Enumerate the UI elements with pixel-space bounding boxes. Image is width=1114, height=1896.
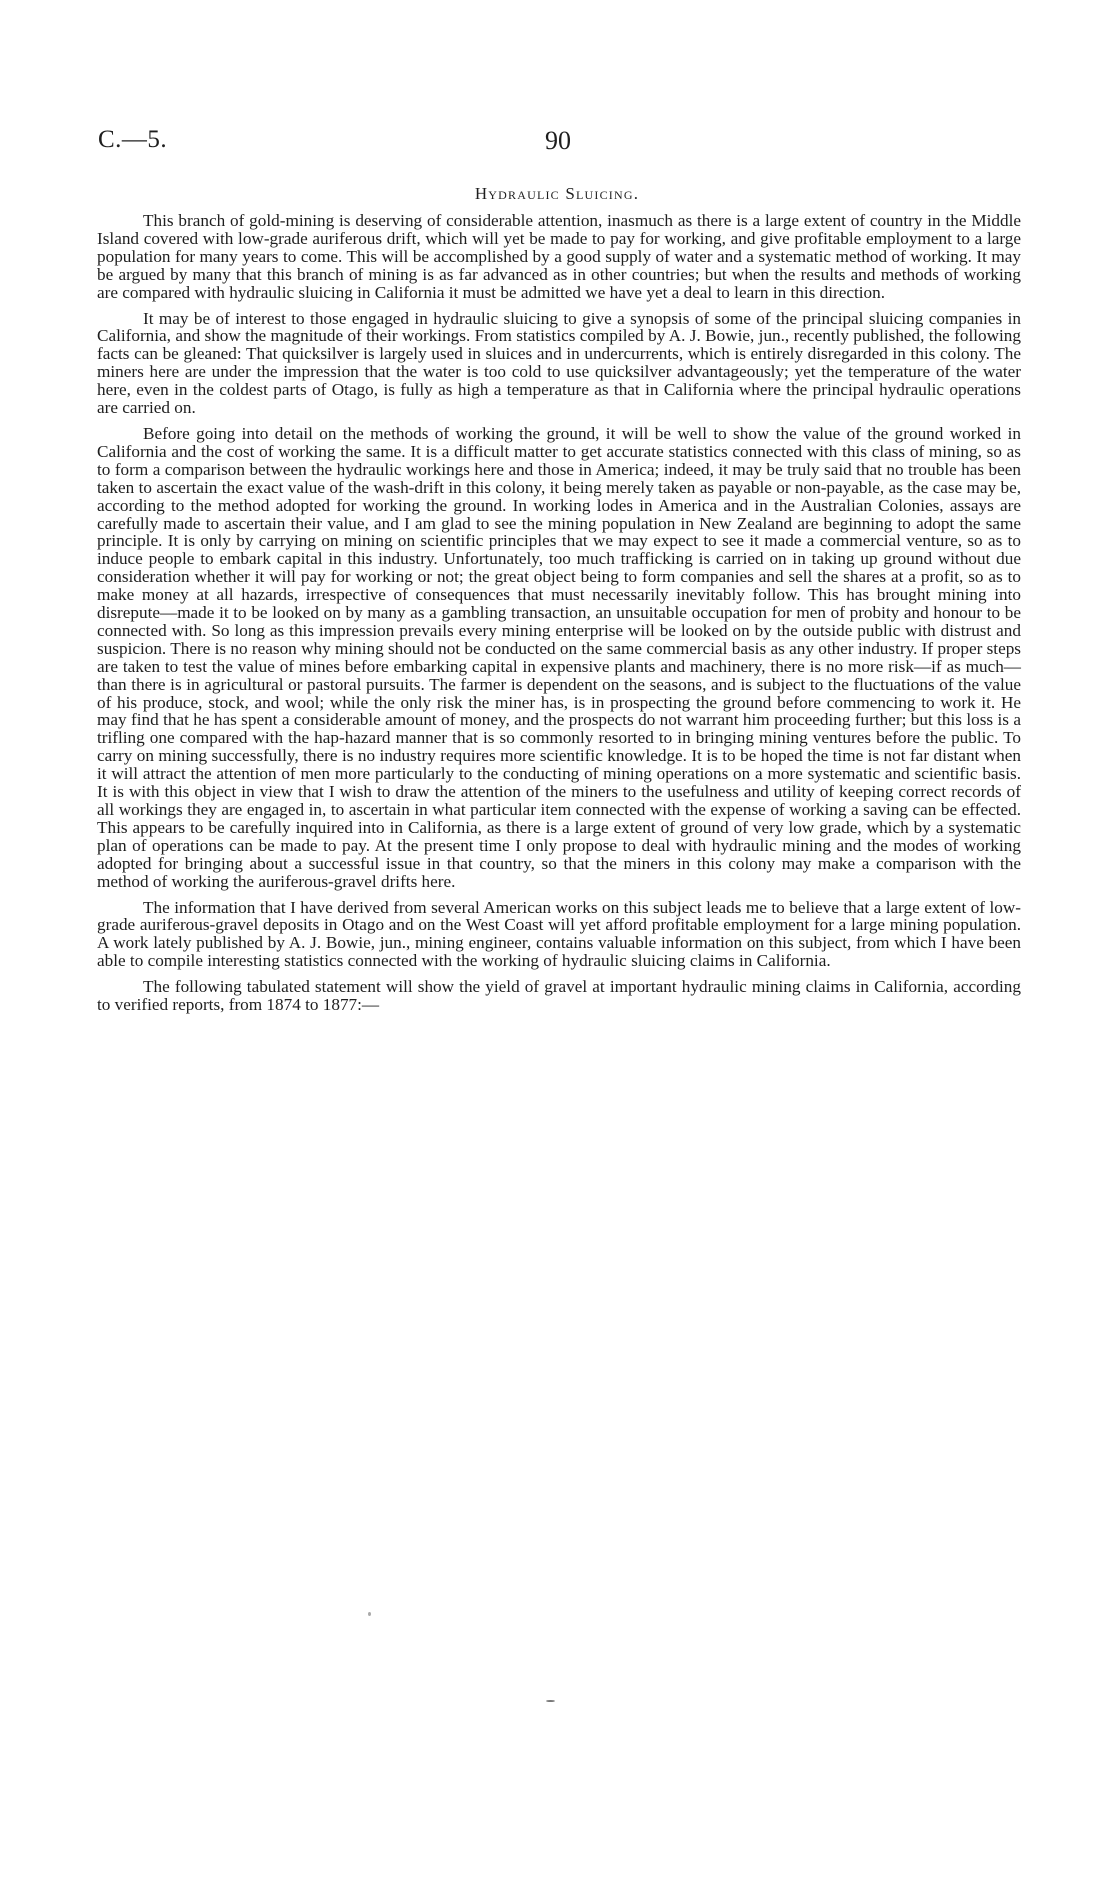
paragraph: The following tabulated statement will show the yield of gravel at important hydraulic mining claims in California, according to verified reports, from 1874 to 1877:— — [97, 977, 1021, 1015]
paragraph: The information that I have derived from several American works on this subject leads me to believe that a large extent of low-grade auriferous-gravel deposits in Otago and on the West Coast will yet afford profitable employment for a large mining population. A work lately published by A. J. Bowie, jun., mining engineer, contains valuable information on this subject, from which I have been able to compile interesting statistics connected with the working of hydraulic sluicing claims in California. — [97, 897, 1021, 971]
paragraph: This branch of gold-mining is deserving of considerable attention, inasmuch as there is a large extent of country in the Middle Island covered with low-grade auriferous drift, which will yet be made to pay for working, and give profitable employment to a large population for many years to come. This will be accomplished by a good supply of water and a systematic method of working. It may be argued by many that this branch of mining is as far advanced as in other countries; but when the results and methods of working are compared with hydraulic sluicing in California it must be admitted we have yet a deal to learn in this direction. — [97, 211, 1021, 302]
document-reference: C.—5. — [98, 126, 168, 153]
paragraph: Before going into detail on the methods of working the ground, it will be well to show the value of the ground worked in California and the cost of working the same. It is a difficult matter to get accurate statistics connected with this class of mining, so as to form a comparison between the hydraulic workings here and those in America; indeed, it may be truly said that no trouble has been taken to ascertain the exact value of the wash-drift in this colony, it being merely taken as payable or non-payable, as the case may be, according to the method adopted for working the ground. In working lodes in America and in the Australian Colonies, assays are carefully made to ascertain their value, and I am glad to see the mining population in New Zealand are beginning to adopt the same principle. It is only by carrying on mining on scientific principles that we may expect to see it made a commercial venture, so as to induce people to embark capital in this industry. Unfortunately, too much trafficking is carried on in taking up ground without due consideration whether it will pay for working or not; the great object being to form companies and sell the shares at a profit, so as to make money at all hazards, irrespective of consequences that must necessarily inevitably follow. This has brought mining into disrepute—made it to be looked on by many as a gambling transaction, an unsuitable occupation for men of probity and honour to be connected with. So long as this impression prevails every mining enterprise will be looked on by the outside public with distrust and suspicion. There is no reason why mining should not be conducted on the same commercial basis as any other industry. If proper steps are taken to test the value of mines before embarking capital in expensive plants and machinery, there is no more risk—if as much—than there is in agricultural or pastoral pursuits. The farmer is dependent on the seasons, and is subject to the fluctuations of the value of his produce, stock, and wool; while the only risk the miner has, is in prospecting the ground before commencing to work it. He may find that he has spent a considerable amount of money, and the prospects do not warrant him proceeding further; but this loss is a trifling one compared with the hap-hazard manner that is so commonly resorted to in bringing mining ventures before the public. To carry on mining successfully, there is no industry requires more scientific knowledge. It is to be hoped the time is not far distant when it will attract the attention of men more particularly to the conducting of mining operations on a more systematic and scientific basis. It is with this object in view that I wish to draw the attention of the miners to the usefulness and utility of keeping correct records of all workings they are engaged in, to ascertain in what particular item connected with the expense of working a saving can be effected. This appears to be carefully inquired into in California, as there is a large extent of ground of very low grade, which by a systematic plan of operations can be made to pay. At the present time I only propose to deal with hydraulic mining and the modes of working adopted for bringing about a successful issue in that country, so that the miners in this colony may make a comparison with the method of working the auriferous-gravel drifts here. — [97, 423, 1021, 891]
section-title: Hydraulic Sluicing. — [474, 184, 640, 203]
page-header — [98, 126, 1018, 166]
body-text — [97, 212, 1021, 1022]
ink-speck — [546, 1700, 555, 1702]
page-number: 90 — [545, 126, 571, 155]
paragraph: It may be of interest to those engaged in hydraulic sluicing to give a synopsis of some of the principal sluicing companies in California, and show the magnitude of their workings. From statistics compiled by A. J. Bowie, jun., recently published, the following facts can be gleaned: That quicksilver is largely used in sluices and in undercurrents, which is entirely disregarded in this colony. The miners here are under the impression that the water is too cold to use quicksilver advantageously; yet the temperature of the water here, even in the coldest parts of Otago, is fully as high a temperature as that in California where the principal hydraulic operations are carried on. — [97, 308, 1021, 418]
ink-speck — [368, 1612, 371, 1616]
